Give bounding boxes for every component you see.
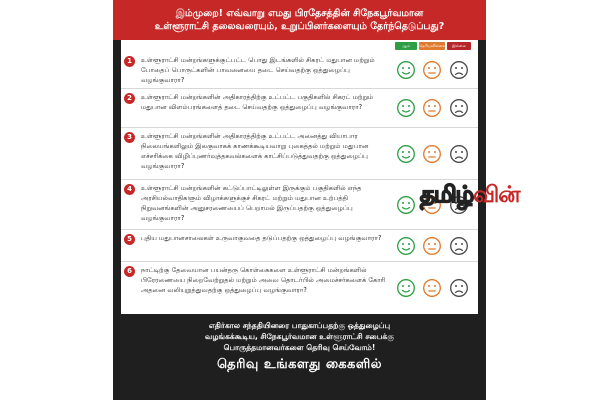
question-number: 1 [124, 56, 135, 67]
footer-line-3: பொருத்தமானவர்களை தெரிவு செய்வோம்! [223, 343, 376, 352]
footer-line-1: எதிர்கால சந்ததியினரை பாதுகாப்பதற்கு ஒத்துழைப்பு [208, 321, 391, 330]
question-number: 5 [124, 234, 135, 245]
legend-good: ஆம் [395, 42, 417, 50]
question-number: 6 [124, 266, 135, 277]
question-text: உள்ளூராட்சி மன்றங்களின் கட்டுப்பாட்டிலுள்ள இருக்கும் பகுதிகளில் எந்த அரசியல்வாதிகளும் விழாக்களுக்குச் சிகரட் மற்றும் மதுபான உற்பத்தி நிறுவனங்களின் அனுசரணையைப் பெறாமல் இருப்பதற்கு ஒத்துழைப்பு வழங்குவாரா? [141, 184, 362, 222]
neutral-face-icon[interactable] [422, 236, 442, 256]
header-line-2: உள்ளூராட்சி தலைவரையும், உறுப்பினர்களையும் தேர்ந்தெடுப்பது? [154, 21, 445, 32]
sad-face-icon[interactable] [449, 60, 469, 80]
sad-face-icon[interactable] [449, 144, 469, 164]
question-text: உள்ளூராட்சி மன்றங்களின் அதிகாரத்திற்கு உட்பட்ட பகுதிகளில் சிகரட் மற்றும் மதுபான விளம்பரங்களைத் தடை செய்வதற்கு ஒத்துழைப்பு வழங்குவாரா? [141, 93, 374, 111]
neutral-face-icon[interactable] [422, 98, 442, 118]
neutral-face-icon[interactable] [422, 278, 442, 298]
watermark-prefix: தமிழ் [420, 182, 474, 208]
footer-message [113, 320, 486, 353]
happy-face-icon[interactable] [396, 236, 416, 256]
watermark-highlight: வின் [473, 182, 520, 208]
question-text: புதிய மதுபானசாலைகள் உருவாகுவதை தடுப்பதற்கு ஒத்துழைப்பு வழங்குவாரா? [141, 234, 382, 242]
sad-face-icon[interactable] [449, 236, 469, 256]
happy-face-icon[interactable] [396, 144, 416, 164]
happy-face-icon[interactable] [396, 98, 416, 118]
slogan: தெரிவு உங்களது கைகளில் [216, 357, 383, 372]
question-number: 2 [124, 93, 135, 104]
footer-line-2: வழங்கக்கூடிய, சிநேகபூர்வமான உள்ளூராட்சி சபைக்கு [205, 332, 394, 341]
watermark-logo [420, 182, 550, 211]
sad-face-icon[interactable] [449, 278, 469, 298]
happy-face-icon[interactable] [396, 278, 416, 298]
neutral-face-icon[interactable] [422, 60, 442, 80]
header-line-1: இம்முறை! எவ்வாறு எமது பிரதேசத்தின் சிநேகபூர்வமான [175, 8, 424, 19]
question-card [121, 40, 478, 314]
legend-neutral: தெரியவில்லை [419, 43, 447, 48]
poster-header [113, 0, 486, 40]
question-text: உள்ளூராட்சி மன்றங்களுக்குட்பட்ட பொது இடங்களில் சிகரட் மதுபான மற்றும் போதைப் பொருட்களின் பாவனையை தடை செய்வதற்கு ஒத்துழைப்பு வழங்குவாரா? [141, 56, 375, 84]
legend-bad: இல்லை [447, 42, 471, 50]
question-text: உள்ளூராட்சி மன்றங்களின் அதிகாரத்திற்கு உட்பட்ட அனைத்து வியாபார நிலையங்களிலும் இலகுவாகக் காணக்கூடியவாறு புகைத்தல் மற்றும் மதுபான எச்சரிக்கை விழிப்புணர்வுத்தகவல்களைக் காட்சிப்படுத்துவதற்கு ஒத்துழைப்பு வழங்குவாரா? [141, 132, 369, 170]
question-number: 4 [124, 184, 135, 195]
happy-face-icon[interactable] [396, 60, 416, 80]
question-text: நாட்டிற்கு தேவையான பயன்தரு கொள்கைகளை உள்ளூராட்சி மன்றங்களில் பிரேரணையை நிறைவேற்றுதல் மற்றும் அவை தொடர்பில் அமைச்சர்களைக் கோரி அதனை வலியுறுத்துவதற்கு ஒத்துழைப்பு வழங்குவாரா? [141, 266, 386, 294]
neutral-face-icon[interactable] [422, 144, 442, 164]
happy-face-icon[interactable] [396, 195, 416, 215]
question-number: 3 [124, 132, 135, 143]
sad-face-icon[interactable] [449, 98, 469, 118]
